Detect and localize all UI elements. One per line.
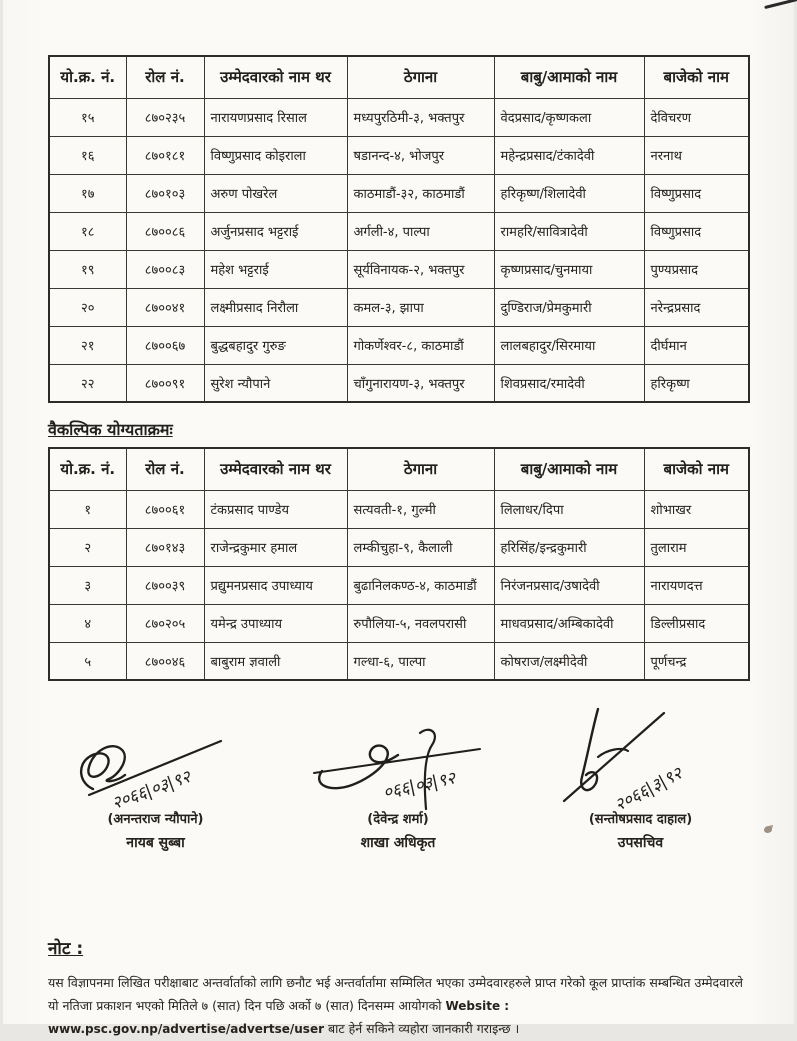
handwritten-signature-icon — [308, 723, 488, 815]
table-cell: ८७०२०५ — [126, 604, 204, 642]
merit-list-header — [49, 56, 749, 98]
table-cell: राजेन्द्रकुमार हमाल — [204, 528, 347, 566]
table-row — [49, 364, 749, 402]
table-cell: महेश भट्टराई — [204, 250, 347, 288]
table-cell: महेन्द्रप्रसाद/टंकादेवी — [494, 136, 644, 174]
table-cell: १८ — [49, 212, 126, 250]
table-cell: निरंजनप्रसाद/उषादेवी — [494, 566, 644, 604]
column-header-roll: रोल नं. — [126, 56, 204, 98]
table-cell: ५ — [49, 642, 126, 680]
table-cell: विष्णुप्रसाद कोइराला — [204, 136, 347, 174]
merit-list-body — [49, 98, 749, 402]
table-cell: लिलाधर/दिपा — [494, 490, 644, 528]
table-cell: लक्ष्मीप्रसाद निरौला — [204, 288, 347, 326]
table-cell: १९ — [49, 250, 126, 288]
alternative-list-title: वैकल्पिक योग्यताक्रमः — [48, 420, 173, 439]
table-cell: बाबुराम ज्ञवाली — [204, 642, 347, 680]
table-cell: लम्कीचुहा-९, कैलाली — [347, 528, 494, 566]
note-heading: नोट : — [48, 939, 84, 959]
table-cell: गोकर्णेश्वर-८, काठमाडौं — [347, 326, 494, 364]
table-row — [49, 566, 749, 604]
signature-date: २०६६|३|९२ — [610, 763, 686, 816]
table-cell: टंकप्रसाद पाण्डेय — [204, 490, 347, 528]
table-cell: कोषराज/लक्ष्मीदेवी — [494, 642, 644, 680]
table-cell: हरिकृष्ण/शिलादेवी — [494, 174, 644, 212]
table-cell: माधवप्रसाद/अम्बिकादेवी — [494, 604, 644, 642]
column-header-parents-name: बाबु/आमाको नाम — [494, 448, 644, 490]
table-row — [49, 98, 749, 136]
table-cell: हरिसिंह/इन्द्रकुमारी — [494, 528, 644, 566]
column-header-address: ठेगाना — [347, 448, 494, 490]
column-header-grandfather-name: बाजेको नाम — [644, 56, 749, 98]
table-cell: दीर्घमान — [644, 326, 749, 364]
column-header-grandfather-name: बाजेको नाम — [644, 448, 749, 490]
table-cell: शिवप्रसाद/रमादेवी — [494, 364, 644, 402]
table-cell: नरेन्द्रप्रसाद — [644, 288, 749, 326]
table-row — [49, 250, 749, 288]
table-cell: हरिकृष्ण — [644, 364, 749, 402]
note-text-after: बाट हेर्न सकिने व्यहोरा जानकारी गराइन्छ । — [324, 1021, 520, 1037]
table-cell: देविचरण — [644, 98, 749, 136]
table-cell: नारायणदत्त — [644, 566, 749, 604]
signatory-name: (अनन्तराज न्यौपाने) — [107, 812, 204, 827]
table-cell: ८७०२३५ — [126, 98, 204, 136]
table-row — [49, 604, 749, 642]
table-cell: बुद्धबहादुर गुरुङ — [204, 326, 347, 364]
table-cell: ८७०१४३ — [126, 528, 204, 566]
table-cell: अर्जुनप्रसाद भट्टराई — [204, 212, 347, 250]
table-cell: सुरेश न्यौपाने — [204, 364, 347, 402]
table-cell: कमल-३, झापा — [347, 288, 494, 326]
table-row — [49, 326, 749, 364]
table-row — [49, 174, 749, 212]
column-header-address: ठेगाना — [347, 56, 494, 98]
signature-block-upasachib — [533, 705, 748, 852]
column-header-serial: यो.क्र. नं. — [49, 448, 126, 490]
column-header-roll: रोल नं. — [126, 448, 204, 490]
table-cell: वेदप्रसाद/कृष्णकला — [494, 98, 644, 136]
note-text-before: यस विज्ञापनमा लिखित परीक्षाबाट अन्तर्वार्ताको लागि छनौट भई अन्तर्वार्तामा सम्मिलित भएका उम्मेदवारहरुले प्राप्त गरेको कूल प्राप्तांक सम्बन्धित उम्मेदवारले यो नतिजा प्रकाशन भएको मितिले ७ (सात) दिन पछि अर्को ७ (सात) दिनसम्म आयोगको — [48, 975, 743, 1014]
table-row — [49, 288, 749, 326]
table-cell: कृष्णप्रसाद/चुनमाया — [494, 250, 644, 288]
note-section — [48, 936, 754, 1041]
table-cell: बुढानिलकण्ठ-४, काठमाडौं — [347, 566, 494, 604]
table-cell: ८७००४१ — [126, 288, 204, 326]
table-cell: अरुण पोखरेल — [204, 174, 347, 212]
table-cell: विष्णुप्रसाद — [644, 174, 749, 212]
alternative-list-table — [48, 447, 750, 681]
signatory-post: उपसचिव — [617, 835, 664, 851]
table-cell: प्रद्युमनप्रसाद उपाध्याय — [204, 566, 347, 604]
table-row — [49, 642, 749, 680]
table-cell: ८७००९१ — [126, 364, 204, 402]
table-cell: यमेन्द्र उपाध्याय — [204, 604, 347, 642]
table-cell: २ — [49, 528, 126, 566]
table-cell: २२ — [49, 364, 126, 402]
column-header-parents-name: बाबु/आमाको नाम — [494, 56, 644, 98]
signatory-post: शाखा अधिकृत — [360, 835, 436, 851]
table-cell: काठमाडौं-३२, काठमाडौं — [347, 174, 494, 212]
table-cell: ४ — [49, 604, 126, 642]
table-cell: ८७००४६ — [126, 642, 204, 680]
table-cell: अर्गली-४, पाल्पा — [347, 212, 494, 250]
document-content — [3, 0, 794, 1041]
table-cell: चाँगुनारायण-३, भक्तपुर — [347, 364, 494, 402]
table-cell: पूर्णचन्द्र — [644, 642, 749, 680]
table-cell: ८७०१८१ — [126, 136, 204, 174]
table-cell: रामहरि/सावित्रादेवी — [494, 212, 644, 250]
table-cell: २० — [49, 288, 126, 326]
table-row — [49, 528, 749, 566]
table-cell: ३ — [49, 566, 126, 604]
column-header-candidate-name: उम्मेदवारको नाम थर — [204, 448, 347, 490]
table-cell: विष्णुप्रसाद — [644, 212, 749, 250]
table-cell: १७ — [49, 174, 126, 212]
table-cell: ८७००३९ — [126, 566, 204, 604]
table-cell: २१ — [49, 326, 126, 364]
signatory-name: (सन्तोषप्रसाद दाहाल) — [588, 812, 693, 827]
table-cell: १ — [49, 490, 126, 528]
table-cell: ८७००६१ — [126, 490, 204, 528]
scanned-document-page — [3, 0, 794, 1037]
alternative-list-body — [49, 490, 749, 680]
table-cell: गल्धा-६, पाल्पा — [347, 642, 494, 680]
table-cell: लालबहादुर/सिरमाया — [494, 326, 644, 364]
table-cell: नारायणप्रसाद रिसाल — [204, 98, 347, 136]
table-cell: रुपौलिया-५, नवलपरासी — [347, 604, 494, 642]
note-body — [48, 971, 754, 1041]
signature-block-nayab-subba — [48, 723, 263, 852]
column-header-serial: यो.क्र. नं. — [49, 56, 126, 98]
alternative-list-header — [49, 448, 749, 490]
table-cell: डिल्लीप्रसाद — [644, 604, 749, 642]
note-website-url: Website : www.psc.gov.np/advertise/advertse/user — [48, 999, 510, 1037]
table-header-row — [49, 448, 749, 490]
table-row — [49, 490, 749, 528]
handwritten-signature-icon — [71, 723, 241, 815]
table-cell: ८७०१०३ — [126, 174, 204, 212]
table-cell: मध्यपुरठिमी-३, भक्तपुर — [347, 98, 494, 136]
table-cell: पुण्यप्रसाद — [644, 250, 749, 288]
table-cell: नरनाथ — [644, 136, 749, 174]
table-cell: शोभाखर — [644, 490, 749, 528]
signature-section — [48, 705, 748, 852]
column-header-candidate-name: उम्मेदवारको नाम थर — [204, 56, 347, 98]
signature-date: २०६६|०३|९२ — [108, 766, 193, 814]
table-cell: तुलाराम — [644, 528, 749, 566]
table-cell: १६ — [49, 136, 126, 174]
table-row — [49, 212, 749, 250]
table-cell: १५ — [49, 98, 126, 136]
table-cell: ८७००८३ — [126, 250, 204, 288]
merit-list-table — [48, 55, 750, 403]
signature-block-shakha-adhikrit — [291, 723, 506, 852]
table-cell: ८७००६७ — [126, 326, 204, 364]
signatory-name: (देवेन्द्र शर्मा) — [367, 812, 429, 827]
table-cell: दुण्डिराज/प्रेमकुमारी — [494, 288, 644, 326]
table-header-row — [49, 56, 749, 98]
table-row — [49, 136, 749, 174]
table-cell: सूर्यविनायक-२, भक्तपुर — [347, 250, 494, 288]
handwritten-signature-icon — [546, 705, 736, 815]
table-cell: ८७००८६ — [126, 212, 204, 250]
table-cell: सत्यवती-१, गुल्मी — [347, 490, 494, 528]
signature-date: ०६६|०३|९२ — [381, 768, 458, 804]
table-cell: षडानन्द-४, भोजपुर — [347, 136, 494, 174]
signatory-post: नायब सुब्बा — [126, 835, 185, 851]
